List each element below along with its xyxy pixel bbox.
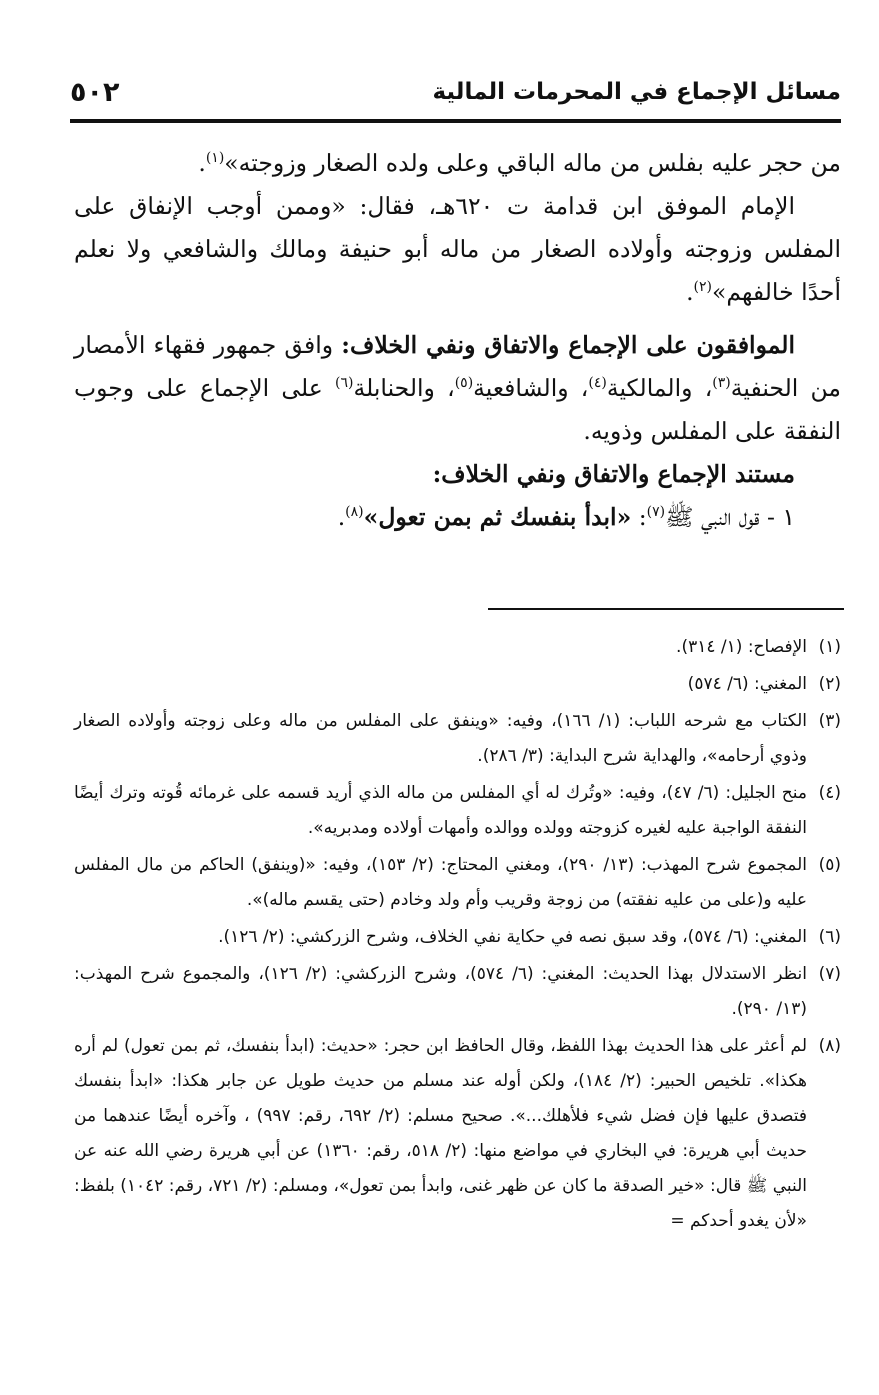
footnote [74, 776, 841, 846]
footnote [74, 630, 841, 665]
running-title: مسائل الإجماع في المحرمات المالية [432, 79, 841, 105]
footnote-text: الإفصاح: (١/ ٣١٤). [676, 637, 807, 657]
paragraph-5-text-a: ١ - قول النبي ﷺ [665, 503, 795, 531]
footnote [74, 704, 841, 774]
paragraph-2 [74, 185, 841, 314]
footnote-ref-1: (١) [205, 150, 225, 167]
header-rule [70, 119, 841, 123]
paragraph-5-end: . [337, 503, 346, 531]
footnote-number: (٨) [818, 1036, 841, 1056]
consensus-heading: الموافقون على الإجماع والاتفاق ونفي الخلاف: [341, 331, 795, 359]
main-text [74, 142, 841, 539]
footnote-text: انظر الاستدلال بهذا الحديث: المغني: (٦/ ٥٧٤)، وشرح الزركشي: (٢/ ١٢٦)، والمجموع شرح المهذب: (١٣/ ٢٩٠). [74, 964, 807, 1019]
footnote [74, 1029, 841, 1239]
paragraph-2-text: الإمام الموفق ابن قدامة ت ٦٢٠هـ، فقال: «وممن أوجب الإنفاق على المفلس وزوجته وأولاده الصغار من ماله أبو حنيفة ومالك والشافعي ولا نعلم أحدًا خالفهم» [74, 192, 841, 306]
paragraph-3-text-e: على الإجماع على وجوب النفقة على المفلس وذويه. [74, 374, 841, 445]
footnote-ref-3: (٣) [712, 375, 731, 392]
footnote-number: (١) [818, 637, 841, 657]
footnote [74, 920, 841, 955]
footnote-number: (٦) [818, 927, 841, 947]
page-number: ٥٠٢ [70, 76, 120, 108]
footnote-ref-5: (٥) [454, 375, 474, 392]
page-header [70, 72, 841, 112]
footnote-text: لم أعثر على هذا الحديث بهذا اللفظ، وقال الحافظ ابن حجر: «حديث: (ابدأ بنفسك، ثم بمن تعول) لم أره هكذا». تلخيص الحبير: (٢/ ١٨٤)، ولكن أوله عند مسلم من حديث طويل عن جابر هكذا: «ابدأ بنفسك فتصدق عليها فإن فضل شيء فلأهلك...». صحيح مسلم: (٢/ ٦٩٢، رقم: ٩٩٧) ، وآخره أيضًا عندهما من حديث أبي هريرة: في البخاري في مواضع منها: (٢/ ٥١٨، رقم: ١٣٦٠) عن أبي هريرة رضي الله عنه عن النبي ﷺ قال: «خير الصدقة ما كان عن ظهر غنى، وابدأ بمن تعول»، ومسلم: (٢/ ٧٢١، رقم: ١٠٤٢) بلفظ: «لأن يغدو أحدكم = [74, 1036, 808, 1231]
paragraph-5 [74, 496, 841, 539]
footnote-number: (٤) [818, 783, 841, 803]
footnote [74, 667, 841, 702]
footnote-text: منح الجليل: (٦/ ٤٧)، وفيه: «وتُرك له أي المفلس من ماله الذي أريد قسمه على غرمائه قُوته وترك أيضًا النفقة الواجبة عليه لغيره كزوجته وولده ووالده وأمهات أولاده ومدبريه». [74, 783, 808, 838]
paragraph-5-text-b: : [631, 503, 647, 531]
paragraph-3 [74, 324, 841, 453]
footnote-text: المغني: (٦/ ٥٧٤)، وقد سبق نصه في حكاية نفي الخلاف، وشرح الزركشي: (٢/ ١٢٦). [218, 927, 807, 947]
paragraph-1 [74, 142, 841, 185]
footnote-ref-2: (٢) [693, 279, 713, 296]
footnote [74, 848, 841, 918]
footnote-text: المجموع شرح المهذب: (١٣/ ٢٩٠)، ومغني المحتاج: (٢/ ١٥٣)، وفيه: «(وينفق) الحاكم من مال المفلس عليه و(على من عليه نفقته) من زوجة وقريب وأم ولد وخادم (حتى يقسم ماله)». [74, 855, 807, 910]
footnotes [74, 630, 841, 1241]
footnote-separator [488, 608, 844, 610]
paragraph-3-text-b: ، والمالكية [606, 374, 713, 402]
paragraph-3-text-c: ، والشافعية [473, 374, 589, 402]
footnote [74, 957, 841, 1027]
hadith-quote: «ابدأ بنفسك ثم بمن تعول» [363, 503, 632, 531]
footnote-ref-4: (٤) [588, 375, 607, 392]
paragraph-3-text-a: وافق جمهور فقهاء الأمصار من الحنفية [74, 331, 841, 402]
footnote-ref-8: (٨) [345, 504, 364, 521]
footnote-text: الكتاب مع شرحه اللباب: (١/ ١٦٦)، وفيه: «وينفق على المفلس من ماله وعلى زوجته وأولاده الصغار وذوي أرحامه»، والهداية شرح البداية: (٣/ ٢٨٦). [74, 711, 807, 766]
footnote-ref-6: (٦) [335, 375, 354, 392]
paragraph-3-text-d: ، والحنابلة [353, 374, 455, 402]
footnote-number: (٢) [818, 674, 841, 694]
footnote-ref-7: (٧) [646, 504, 666, 521]
paragraph-2-end: . [686, 278, 694, 306]
evidence-heading: مستند الإجماع والاتفاق ونفي الخلاف: [432, 460, 795, 488]
paragraph-1-text: من حجر عليه بفلس من ماله الباقي وعلى ولده الصغار وزوجته» [224, 149, 841, 177]
footnote-text: المغني: (٦/ ٥٧٤) [687, 674, 807, 694]
paragraph-1-end: . [198, 149, 206, 177]
footnote-number: (٧) [818, 964, 841, 984]
footnote-number: (٥) [818, 855, 841, 875]
footnote-number: (٣) [818, 711, 841, 731]
